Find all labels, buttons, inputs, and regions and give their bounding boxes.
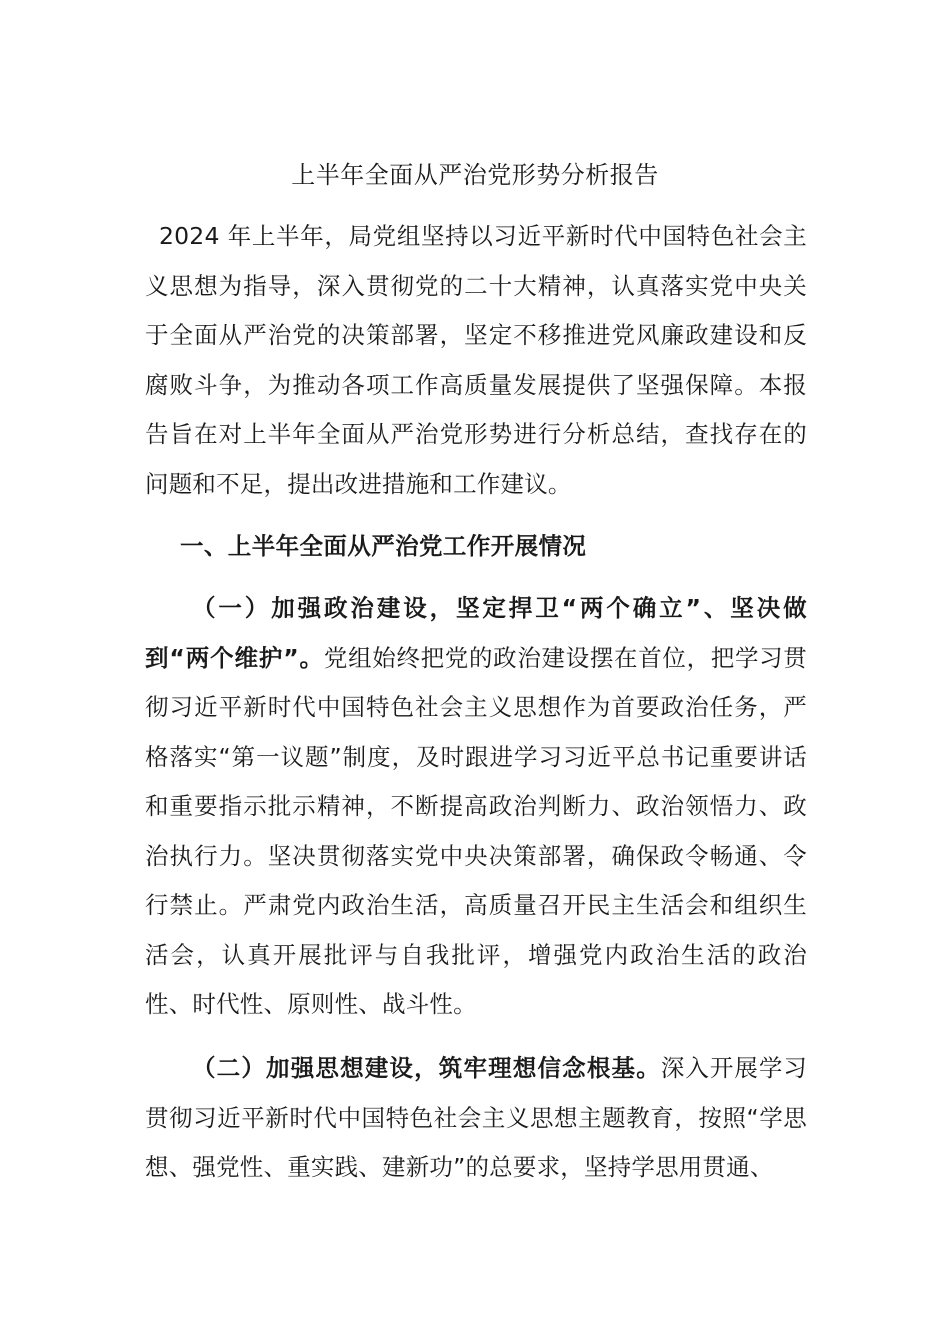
section-1-lead: （一）加强政治建设，坚定捍卫“两个确立”、坚决做到“两个维护”。 [145, 594, 807, 672]
section-2-body: 深入开展学习贯彻习近平新时代中国特色社会主义思想主题教育，按照“学思想、强党性、重实践、建新功”的总要求，坚持学思用贯通、 [145, 1054, 807, 1181]
section-2-lead: （二）加强思想建设，筑牢理想信念根基。 [192, 1054, 661, 1082]
intro-paragraph: 2024 年上半年，局党组坚持以习近平新时代中国特色社会主义思想为指导，深入贯彻党的二十大精神，认真落实党中央关于全面从严治党的决策部署，坚定不移推进党风廉政建设和反腐败斗争，为推动各项工作高质量发展提供了坚强保障。本报告旨在对上半年全面从严治党形势进行分析总结，查找存在的问题和不足，提出改进措施和工作建议。 [145, 222, 807, 498]
document-title: 上半年全面从严治党形势分析报告 [291, 161, 659, 189]
section-1-body: 党组始终把党的政治建设摆在首位，把学习贯彻习近平新时代中国特色社会主义思想作为首要政治任务，严格落实“第一议题”制度，及时跟进学习习近平总书记重要讲话和重要指示批示精神，不断提高政治判断力、政治领悟力、政治执行力。坚决贯彻落实党中央决策部署，确保政令畅通、令行禁止。严肃党内政治生活，高质量召开民主生活会和组织生活会，认真开展批评与自我批评，增强党内政治生活的政治性、时代性、原则性、战斗性。 [145, 643, 808, 1018]
section-1-paragraph [145, 584, 807, 1030]
section-2-paragraph [145, 1044, 807, 1193]
section-heading: 一、上半年全面从严治党工作开展情况 [180, 532, 587, 560]
